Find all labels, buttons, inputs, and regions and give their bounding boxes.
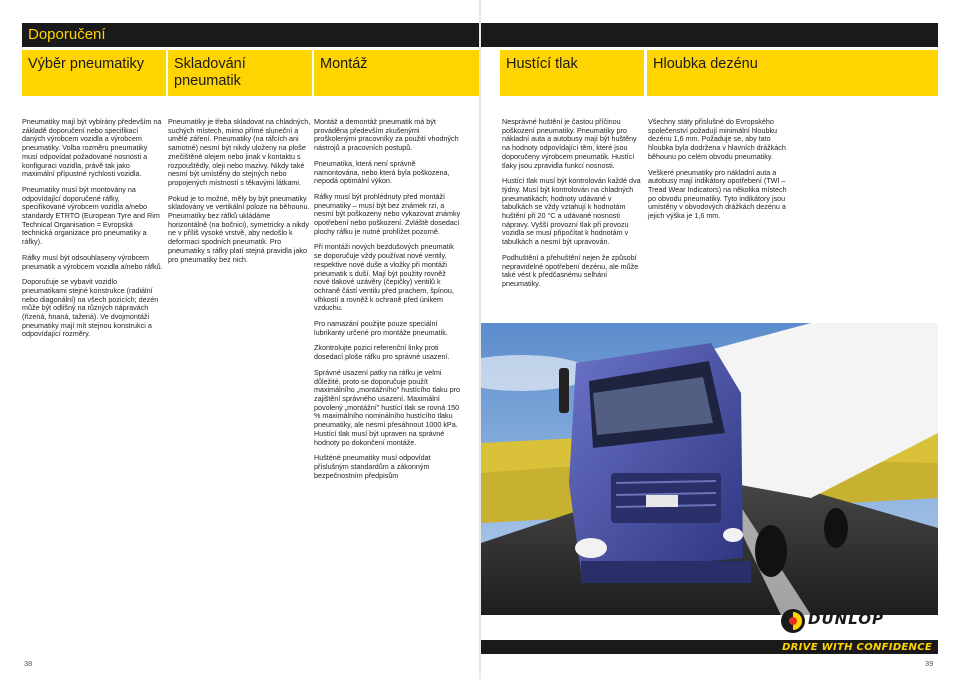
paragraph: Zkontrolujte pozici referenční linky proti dosedací ploše ráfku pro správné usazení. xyxy=(314,343,450,362)
paragraph: Pneumatiky je třeba skladovat na chladných, suchých místech, mimo přímé sluneční a umělé záření. Pneumatiky (na ráfcích ani samotné) nesmí být nikdy uloženy na ploše znečištěné olejem nebo jinak v kontaktu s rozpouštědly, oleji nebo mazivy. Nikdy také nesmí být umístěny do stejných nebo propojených místností s těkavými látkami. xyxy=(168,117,311,187)
paragraph: Všechny státy příslušné do Evropského společenství požadují minimální hloubku dezénu 1,6 mm. Požaduje se, aby tato hloubka byla dodržena v hlavních drážkách běhounu po celém obvodu pneumatiky. xyxy=(648,117,786,161)
column-text-pressure xyxy=(502,118,644,296)
paragraph: Montáž a demontáž pneumatik má být prováděna především zkušenými proškolenými pracovníky za použití vhodných nástrojů a pracovních postupů. xyxy=(314,117,459,153)
truck-illustration xyxy=(481,323,938,615)
paragraph: Veškeré pneumatiky pro nákladní auta a autobusy mají indikátory opotřebení (TWI –Tread Wear Indicators) na několika místech po obvodu pneumatiky. Tyto indikátory jsou umístěny v obvodových drážkách dezénu a jejich výška je 1,6 mm. xyxy=(648,167,787,221)
paragraph: Nesprávné huštění je častou příčinou poškození pneumatiky. Pneumatiky pro nákladní auta a autobusy mají být huštěny na hodnoty odpovídající těm, které jsou doporučeny výrobcem pneumatik. Hustící tlaky jsou zpravidla funkcí nosnosti. xyxy=(502,117,637,170)
header-bar-left xyxy=(22,23,479,47)
dunlop-logo xyxy=(780,606,940,636)
paragraph: Hustící tlak musí být kontrolován každé dva týdny. Musí být kontrolován na chladných pneumatikách; hodnoty udávané v tabulkách se vždy vztahují k hodnotám huštění při 20 °C a udávané nosnosti nápravy. Vyšší provozní tlak při provozu vozidla se musí připočítat k hodnotám v tabulkách a nesmí být upravován. xyxy=(502,176,641,247)
column-text-mounting xyxy=(314,118,461,487)
paragraph: Pneumatiky musí být montovány na odpovídající doporučené ráfky, specifikované výrobcem vozidla a/nebo standardy ETRTO (European Tyre and Rim Technical Organisation = Evropská technická organizace pro pneumatiky a ráfky). xyxy=(22,184,160,247)
paragraph: Při montáži nových bezdušových pneumatik se doporučuje vždy používat nové ventily, respektive nové duše a vložky při montáži pneumatik s duší. Mají být použity rovněž nové tlakové uzávěry (čepičky) ventilů k ochraně částí ventilu před prachem, špínou, vlhkostí a rovněž k ochraně před únikem vzduchu. xyxy=(314,242,454,313)
tagline-bar xyxy=(481,640,938,654)
brand-name: DUNLOP xyxy=(808,610,884,628)
column-text-tire-selection xyxy=(22,118,163,346)
column-heading-tread-depth: Hloubka dezénu xyxy=(647,50,938,96)
column-text-tread-depth xyxy=(648,118,791,228)
paragraph: Ráfky musí být prohlédnuty před montáží pneumatiky – musí být bez známek rzi, a nesmí být poškozeny nebo vykazovat známky opotřebení nebo poškození. Zvláště dosedací plochy ráfku je nutné prohlížet pozorně. xyxy=(314,191,461,236)
truck-photo xyxy=(481,323,938,615)
paragraph: Pneumatiky mají být vybírány především na základě doporučení nebo specifikací daných výrobcem vozidla a výrobcem pneumatiky. Volba rozměru pneumatiky musí odpovídat požadované nosnosti a konfiguraci vozidla, právě tak jako maximální přípustné rychlosti vozidla. xyxy=(22,117,162,179)
paragraph: Doporučuje se vybavit vozidlo pneumatikami stejné konstrukce (radiální nebo diagonální) na všech pozicích; dezén může být odlišný na různých nápravách (řízená, hnaná, tažená). Ve dvojmontáži pneumatiky mají mít stejnou konstrukci a odpovídající rozměry. xyxy=(22,277,159,339)
paragraph: Pneumatika, která není správně namontována, nebo která byla poškozena, nepodá optimální výkon. xyxy=(314,158,450,186)
paragraph: Podhuštění a přehuštění nejen že způsobí nepravidelné opotřebení dezénu, ale může také vést k předčasnému selhání pneumatiky. xyxy=(502,252,639,288)
paragraph: Ráfky musí být odsouhlaseny výrobcem pneumatik a výrobcem vozidla a/nebo ráfků. xyxy=(22,252,163,271)
paragraph: Správné usazení patky na ráfku je velmi důležité, proto se doporučuje použít maximálního „montážního" hustícího tlaku pro zajištění správného usazení. Maximální povolený „montážní" hustící tlak se rovná 150 % maximálního nominálního hustícího tlaku pneumatiky, ale nesmí přesáhnout 1000 kPa. Hustící tlak musí být upraven na správné hodnoty po dokončení montáže. xyxy=(314,367,460,447)
tagline: DRIVE WITH CONFIDENCE xyxy=(782,642,932,653)
column-heading-mounting: Montáž xyxy=(314,50,479,96)
column-heading-tire-selection: Výběr pneumatiky xyxy=(22,50,166,96)
column-heading-storage xyxy=(168,50,312,96)
paragraph: Pokud je to možné, měly by být pneumatiky skladovány ve vertikální poloze na běhounu. Pneumatiky bez ráfků ukládáme horizontálně (na bočnici), symetricky a nikdy ne v příliš vysoké vrstvě, aby nedošlo k deformaci spodních pneumatik. Pro pneumatiky s ráfky platí stejná pravidla jako pro pneumatiky bez nich. xyxy=(168,193,310,264)
paragraph: Hušténé pneumatiky musí odpovídat příslušným standardům a zákonným bezpečnostním předpisům xyxy=(314,453,431,480)
column-text-storage xyxy=(168,118,311,271)
column-heading-text: Skladování pneumatik xyxy=(174,56,246,89)
header-bar-right xyxy=(481,23,938,47)
page-number-right: 39 xyxy=(925,659,934,668)
column-heading-pressure: Hustící tlak xyxy=(500,50,644,96)
dunlop-logo-icon xyxy=(780,608,806,634)
section-title: Doporučení xyxy=(28,26,106,43)
paragraph: Pro namazání použijte pouze speciální lubrikanty určené pro montáže pneumatik. xyxy=(314,319,448,337)
page-number-left: 38 xyxy=(24,659,33,668)
